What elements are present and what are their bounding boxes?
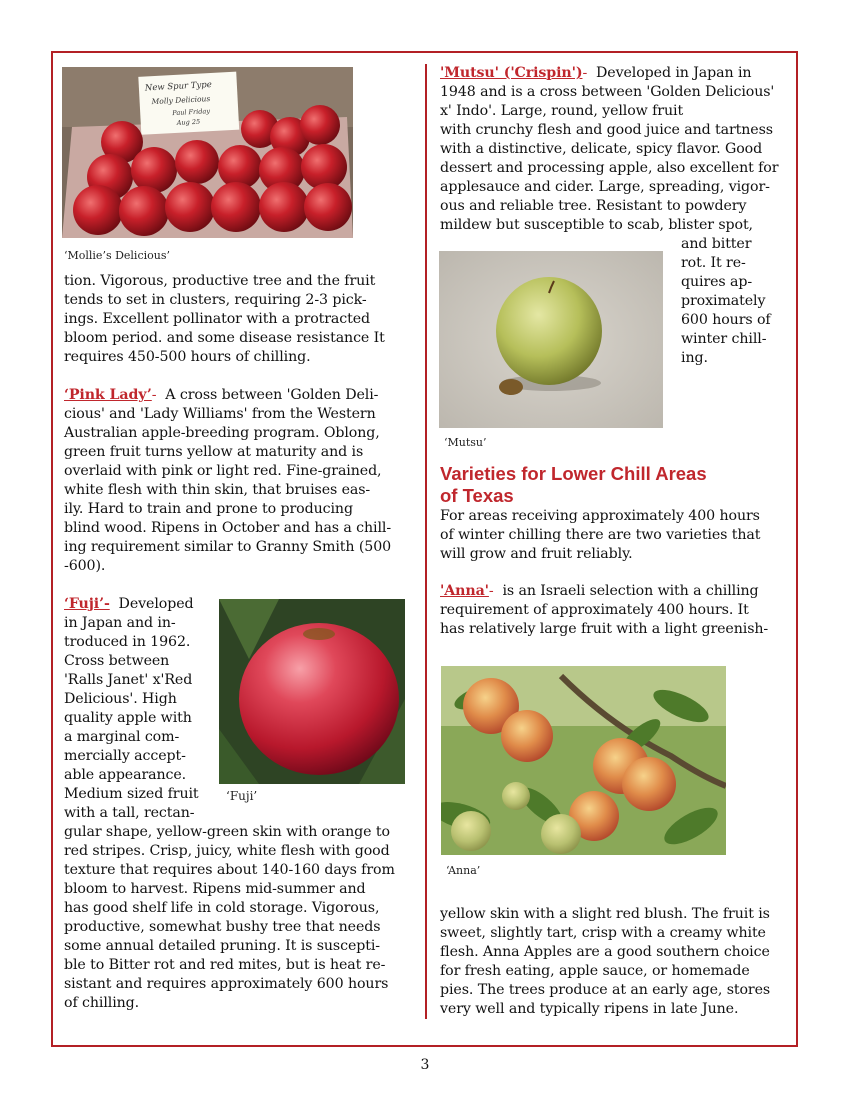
text-line: with crunchy flesh and good juice and tartness: [440, 122, 773, 138]
text-line: able appearance.: [64, 767, 187, 783]
pink-lady-section: [64, 386, 414, 576]
heading-line: of Texas: [440, 485, 514, 506]
text-line: 1948 and is a cross between 'Golden Delicious': [440, 84, 775, 100]
text-line: x' Indo'. Large, round, yellow fruit: [440, 103, 684, 119]
anna-apple-photo: [441, 666, 726, 855]
heading-line: Varieties for Lower Chill Areas: [440, 463, 707, 484]
fuji-apple-photo: [219, 599, 405, 784]
text-line: green fruit turns yellow at maturity and is: [64, 444, 364, 460]
anna-section: [440, 582, 795, 639]
text-line: 600 hours of: [681, 312, 771, 328]
text-line: of chilling.: [64, 995, 140, 1011]
text-line: with a distinctive, delicate, spicy flavor. Good: [440, 141, 763, 157]
mollies-caption: ‘Mollie’s Delicious’: [64, 249, 170, 262]
text-line: bloom period. and some disease resistance It: [64, 330, 385, 346]
text-line: dessert and processing apple, also excellent for: [440, 160, 779, 176]
text-line: and bitter: [681, 236, 752, 252]
text-line: Australian apple-breeding program. Oblong,: [64, 425, 380, 441]
text-line: a marginal com-: [64, 729, 180, 745]
sign-line-1: New Spur Type: [144, 79, 213, 94]
text-line: ous and reliable tree. Resistant to powdery: [440, 198, 747, 214]
text-run: Developed: [109, 596, 194, 612]
text-line: gular shape, yellow-green skin with orange to: [64, 824, 390, 840]
text-line: overlaid with pink or light red. Fine-grained,: [64, 463, 382, 479]
text-line: in Japan and in-: [64, 615, 176, 631]
mollies-delicious-photo: [62, 67, 353, 238]
text-line: winter chill-: [681, 331, 767, 347]
text-line: Medium sized fruit: [64, 786, 199, 802]
text-line: of winter chilling there are two varieties that: [440, 527, 761, 543]
text-line: red stripes. Crisp, juicy, white flesh with good: [64, 843, 390, 859]
text-line: Delicious'. High: [64, 691, 177, 707]
text-line: white flesh with thin skin, that bruises eas-: [64, 482, 371, 498]
text-line: quires ap-: [681, 274, 753, 290]
text-line: troduced in 1962.: [64, 634, 191, 650]
text-line: for fresh eating, apple sauce, or homemade: [440, 963, 750, 979]
text-line: ble to Bitter rot and red mites, but is heat re-: [64, 957, 386, 973]
text-line: has relatively large fruit with a light greenish-: [440, 621, 769, 637]
text-line: applesauce and cider. Large, spreading, vigor-: [440, 179, 770, 195]
text-line: cious' and 'Lady Williams' from the Western: [64, 406, 376, 422]
sign-line-3: Paul Friday: [172, 107, 211, 118]
text-line: very well and typically ripens in late June.: [440, 1001, 739, 1017]
mutsu-apple-photo: [439, 251, 663, 428]
text-line: texture that requires about 140-160 days from: [64, 862, 395, 878]
text-line: mildew but susceptible to scab, blister spot,: [440, 217, 753, 233]
text-line: ing requirement similar to Granny Smith (500: [64, 539, 392, 555]
text-line: ily. Hard to train and prone to producing: [64, 501, 353, 517]
text-line: flesh. Anna Apples are a good southern choice: [440, 944, 770, 960]
text-line: will grow and fruit reliably.: [440, 546, 633, 562]
text-line: tion. Vigorous, productive tree and the fruit: [64, 273, 376, 289]
sign-line-4: Aug 25: [176, 117, 201, 127]
mutsu-caption: ‘Mutsu’: [444, 436, 487, 449]
text-run: Developed in Japan in: [587, 65, 752, 81]
sign-line-2: Molly Delicious: [151, 94, 211, 107]
anna-caption: ‘Anna’: [446, 864, 481, 877]
pink-lady-first-line: [64, 386, 414, 405]
text-line: some annual detailed pruning. It is suscepti-: [64, 938, 380, 954]
fuji-caption: ‘Fuji’: [226, 789, 258, 803]
lower-chill-intro: [440, 507, 795, 564]
mutsu-narrow-text: [681, 235, 793, 368]
dash: -: [582, 65, 588, 81]
text-line: mercially accept-: [64, 748, 186, 764]
pink-lady-heading: ‘Pink Lady’: [64, 387, 152, 403]
text-line: productive, somewhat bushy tree that needs: [64, 919, 381, 935]
text-line: rot. It re-: [681, 255, 746, 271]
page-number: 3: [420, 1057, 430, 1073]
fuji-section-narrow: [64, 595, 214, 823]
text-line: -600).: [64, 558, 106, 574]
dash: -: [488, 583, 494, 599]
text-line: bloom to harvest. Ripens mid-summer and: [64, 881, 366, 897]
anna-heading: 'Anna': [440, 583, 489, 599]
anna-section-end: [440, 905, 795, 1019]
fuji-heading: ‘Fuji’-: [64, 596, 110, 612]
text-run: A cross between 'Golden Deli-: [156, 387, 379, 403]
section-heading: [440, 463, 800, 507]
mutsu-first-line: [440, 64, 795, 83]
text-line: blind wood. Ripens in October and has a chill-: [64, 520, 392, 536]
text-line: pies. The trees produce at an early age, stores: [440, 982, 771, 998]
text-line: ings. Excellent pollinator with a protracted: [64, 311, 371, 327]
fuji-section-wide: [64, 823, 414, 1013]
mutsu-section: [440, 64, 795, 235]
column-divider: [425, 64, 427, 1019]
mollies-delicious-text: [64, 272, 414, 367]
anna-first-line: [440, 582, 795, 601]
text-line: Cross between: [64, 653, 170, 669]
text-line: requirement of approximately 400 hours. It: [440, 602, 749, 618]
text-line: has good shelf life in cold storage. Vigorous,: [64, 900, 380, 916]
text-run: is an Israeli selection with a chilling: [493, 583, 759, 599]
text-line: proximately: [681, 293, 766, 309]
text-line: sweet, slightly tart, crisp with a creamy white: [440, 925, 766, 941]
text-line: sistant and requires approximately 600 hours: [64, 976, 389, 992]
text-line: quality apple with: [64, 710, 192, 726]
text-line: with a tall, rectan-: [64, 805, 195, 821]
fuji-first-line: [64, 595, 214, 614]
text-line: requires 450-500 hours of chilling.: [64, 349, 311, 365]
mutsu-heading: 'Mutsu' ('Crispin'): [440, 65, 583, 81]
text-line: 'Ralls Janet' x'Red: [64, 672, 193, 688]
text-line: ing.: [681, 350, 708, 366]
text-line: yellow skin with a slight red blush. The fruit is: [440, 906, 770, 922]
text-line: For areas receiving approximately 400 hours: [440, 508, 760, 524]
dash: -: [151, 387, 157, 403]
text-line: tends to set in clusters, requiring 2-3 pick-: [64, 292, 367, 308]
